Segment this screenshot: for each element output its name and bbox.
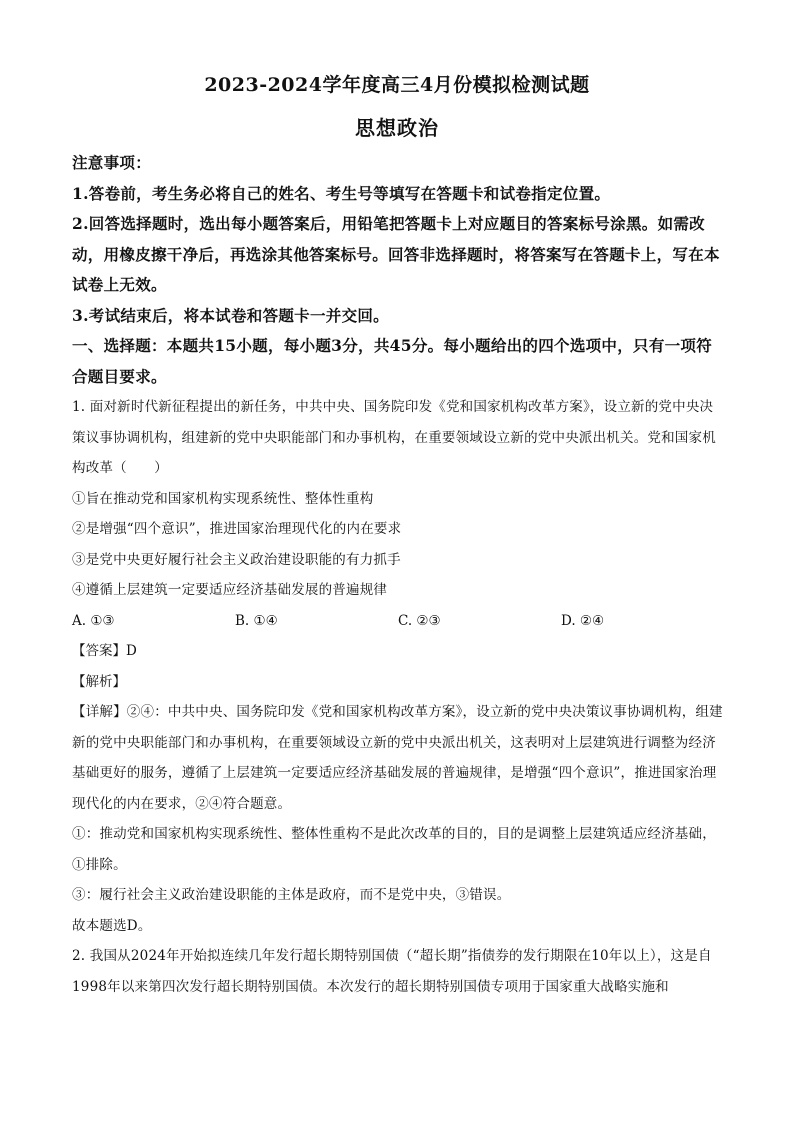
option-d: D. ②④ <box>561 612 605 629</box>
explanation-item-3: ③：履行社会主义政治建设职能的主体是政府，而不是党中央，③错误。 <box>72 887 511 903</box>
question-1-item-3: ③是党中央更好履行社会主义政治建设职能的有力抓手 <box>72 551 401 568</box>
option-b: B. ①④ <box>235 612 278 629</box>
exam-title: 2023-2024学年度高三4月份模拟检测试题 <box>204 74 590 96</box>
exam-subject: 思想政治 <box>355 116 439 140</box>
conclusion: 故本题选D。 <box>72 917 152 934</box>
detail-explanation: 【详解】②④：中共中央、国务院印发《党和国家机构改革方案》，设立新的党中央决策议事协调机构，组建新的党中央职能部门和办事机构，在重要领域设立新的党中央派出机关，这表明对上层建筑进行调整为经济基础更好的服务，遵循了上层建筑一定要适应经济基础发展的普遍规律，是增强“四个意识”，推进国家治理现代化的内在要求，②④符合题意。 <box>72 704 723 812</box>
option-c: C. ②③ <box>398 612 441 629</box>
question-1-stem: 1. 面对新时代新征程提出的新任务，中共中央、国务院印发《党和国家机构改革方案》，设立新的党中央决策议事协调机构，组建新的党中央职能部门和办事机构，在重要领域设立新的党中央派出机关。党和国家机构改革（ ） <box>72 399 716 476</box>
answer-label: 【答案】D <box>72 643 137 659</box>
notice-item-1: 1.答卷前，考生务必将自己的姓名、考生号等填写在答题卡和试卷指定位置。 <box>72 183 611 203</box>
explanation-item-1: ①：推动党和国家机构实现系统性、整体性重构不是此次改革的目的，目的是调整上层建筑适应经济基础，①排除。 <box>72 826 716 873</box>
exam-content <box>72 148 724 1002</box>
question-2-stem: 2. 我国从2024年开始拟连续几年发行超长期特别国债（“超长期”指债券的发行期限在10年以上），这是自1998年以来第四次发行超长期特别国债。本次发行的超长期特别国债专项用于国家重大战略实施和 <box>72 948 712 995</box>
question-1-options <box>72 606 724 637</box>
section-heading: 一、选择题：本题共15小题，每小题3分，共45分。每小题给出的四个选项中，只有一项符合题目要求。 <box>72 336 713 386</box>
analysis-label: 【解析】 <box>72 673 126 690</box>
notice-item-2: 2.回答选择题时，选出每小题答案后，用铅笔把答题卡上对应题目的答案标号涂黑。如需改动，用橡皮擦干净后，再选涂其他答案标号。回答非选择题时，将答案写在答题卡上，写在本试卷上无效。 <box>72 214 720 294</box>
notice-item-3: 3.考试结束后，将本试卷和答题卡一并交回。 <box>72 305 389 325</box>
notice-heading: 注意事项： <box>72 153 152 172</box>
option-a: A. ①③ <box>72 612 115 629</box>
question-1-item-2: ②是增强“四个意识”，推进国家治理现代化的内在要求 <box>72 521 402 537</box>
question-1-item-1: ①旨在推动党和国家机构实现系统性、整体性重构 <box>72 490 374 507</box>
question-1-item-4: ④遵循上层建筑一定要适应经济基础发展的普遍规律 <box>72 582 388 598</box>
